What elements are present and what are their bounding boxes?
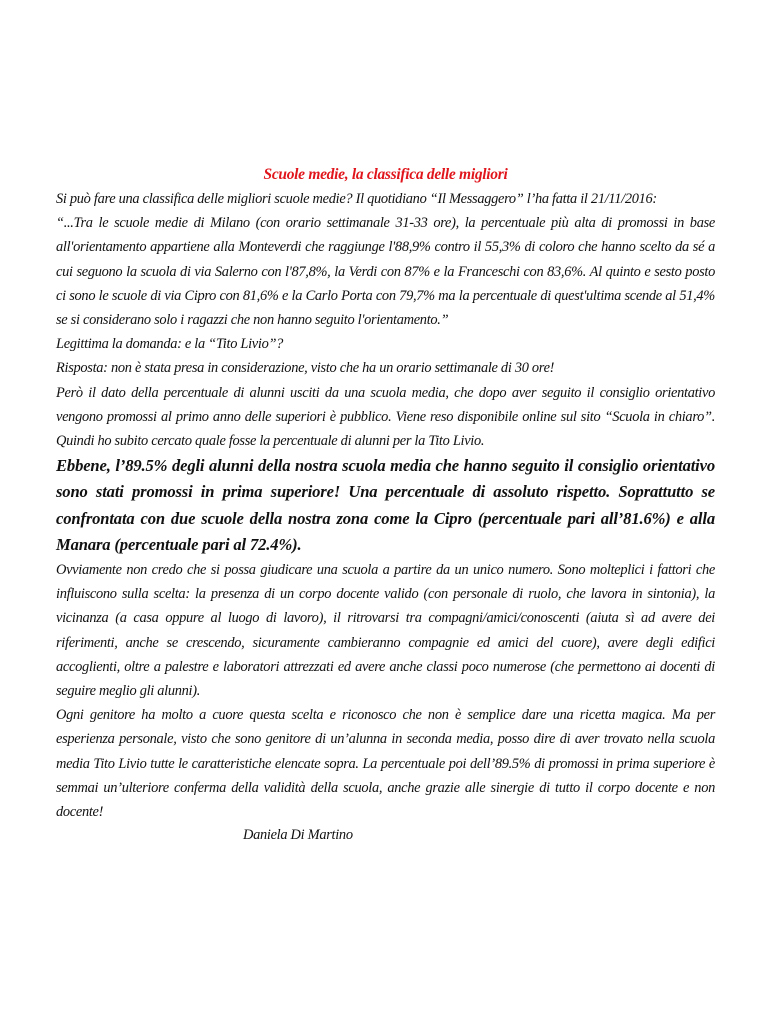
conclusion-paragraph: Ogni genitore ha molto a cuore questa scelta e riconosco che non è semplice dare una ricetta magica. Ma per esperienza personale, visto che sono genitore di un’alunna in seconda media, posso dire di aver trovato nella scuola media Tito Livio tutte le caratteristiche elencate sopra. La percentuale poi dell’89.5% di promossi in prima superiore è semmai un’ulteriore conferma della validità della scuola, anche grazie alle sinergie di tutto il corpo docente e non docente! xyxy=(56,707,715,821)
document-page xyxy=(56,163,715,846)
quote-paragraph: “...Tra le scuole medie di Milano (con orario settimanale 31-33 ore), la percentuale più alta di promossi in base all'orientamento appartiene alla Monteverdi che raggiunge l'88,9% contro il 55,3% di coloro che hanno scelto da sé a cui seguono la scuola di via Salerno con l'87,8%, la Verdi con 87% e la Franceschi con 83,6%. Al quinto e sesto posto ci sono le scuole di via Cipro con 81,6% e la Carlo Porta con 79,7% ma la percentuale di quest'ultima scende al 51,4% se si considerano solo i ragazzi che non hanno seguito l'orientamento.” xyxy=(56,215,715,329)
factors-paragraph: Ovviamente non credo che si possa giudicare una scuola a partire da un unico numero. Sono molteplici i fattori che influiscono sulla scelta: la presenza di un corpo docente valido (con personale di ruolo, che lavora in sintonia), la vicinanza (a casa oppure al luogo di lavoro), il ritrovarsi tra compagni/amici/conoscenti (aiuta sì ad avere dei riferimenti, anche se crescendo, sicuramente cambieranno compagnie ed amici del cuore), avere degli edifici accoglienti, oltre a palestre e laboratori attrezzati ed avere anche classi poco numerose (che permettono ai docenti di seguire meglio gli alunni). xyxy=(56,562,715,700)
highlight-paragraph xyxy=(56,453,715,558)
author-signature: Daniela Di Martino xyxy=(243,827,353,844)
document-title: Scuole medie, la classifica delle migliori xyxy=(263,166,508,183)
question-paragraph: Legittima la domanda: e la “Tito Livio”? xyxy=(56,336,284,353)
highlight-text: l’89.5% degli alunni della nostra scuola media che hanno seguito il consiglio orientativo sono stati promossi in prima superiore! Una percentuale di assoluto rispetto. Soprattutto se confrontata con due scuole della nostra zona come la Cipro (percentuale pari all’81.6%) e alla Manara (percentuale pari al 72.4%). xyxy=(56,456,716,554)
intro-paragraph: Si può fare una classifica delle migliori scuole medie? Il quotidiano “Il Messaggero” l’ha fatta il 21/11/2016: xyxy=(56,191,657,207)
highlight-lead: Ebbene, xyxy=(56,456,116,476)
answer-paragraph: Risposta: non è stata presa in considerazione, visto che ha un orario settimanale di 30 ore! xyxy=(56,360,555,377)
data-source-paragraph: Però il dato della percentuale di alunni usciti da una scuola media, che dopo aver seguito il consiglio orientativo vengono promossi al primo anno delle superiori è pubblico. Viene reso disponibile online sul sito “Scuola in chiaro”. Quindi ho subito cercato quale fosse la percentuale di alunni per la Tito Livio. xyxy=(56,384,715,450)
